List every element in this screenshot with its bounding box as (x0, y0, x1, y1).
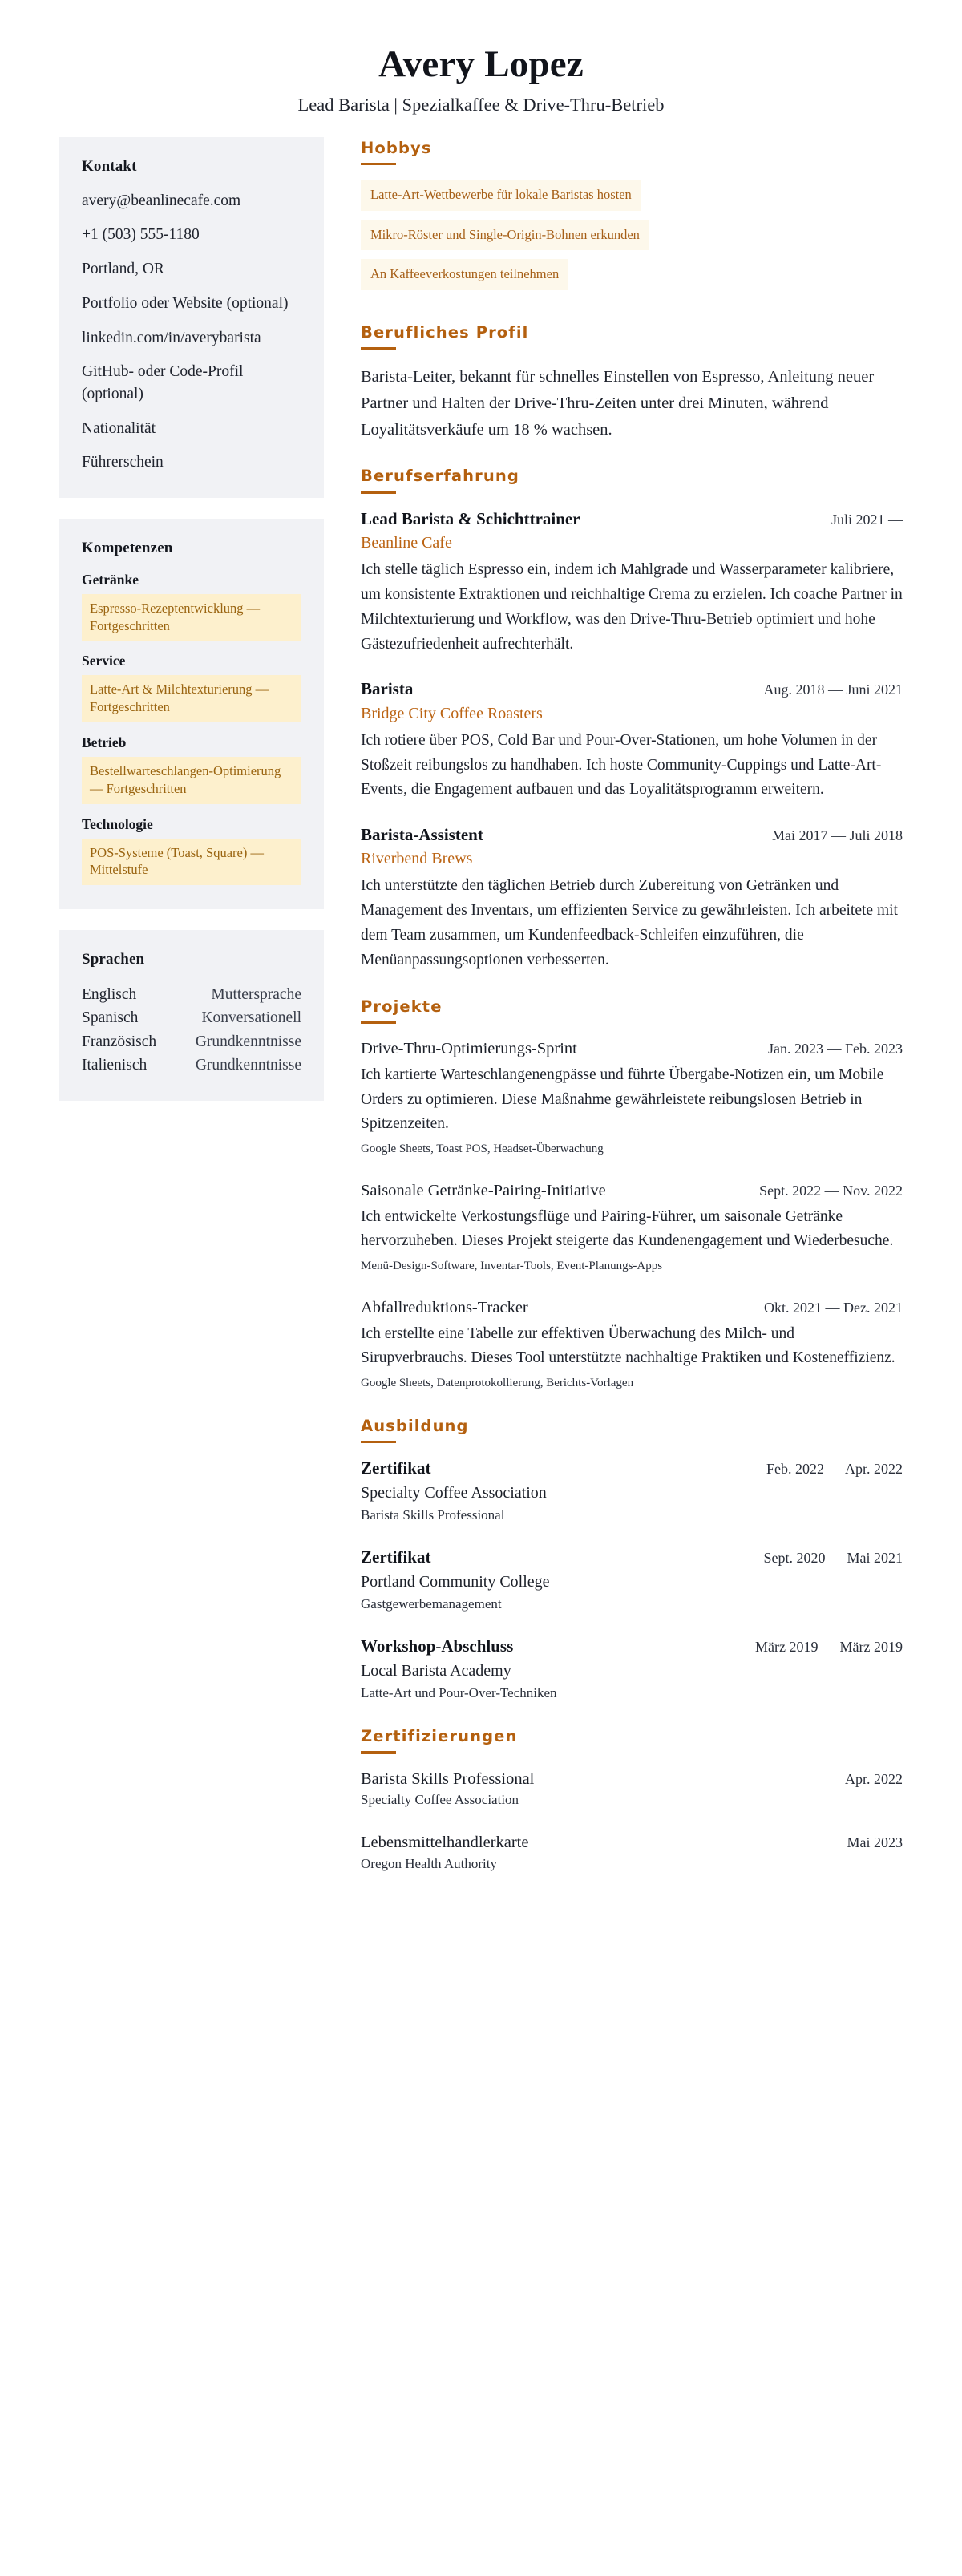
project-date-range: Jan. 2023 — Feb. 2023 (768, 1041, 903, 1057)
education-entry (361, 1547, 903, 1614)
skill-group-label: Betrieb (82, 734, 127, 750)
hobby-pill: Mikro-Röster und Single-Origin-Bohnen erkunden (361, 220, 649, 250)
skill-pill: Latte-Art & Milchtexturierung — Fortgeschritten (82, 675, 301, 722)
experience-job-title: Barista (361, 679, 414, 699)
project-entry (361, 1038, 903, 1159)
resume-body (59, 137, 903, 1898)
language-level: Grundkenntnisse (195, 1033, 301, 1050)
certification-entry (361, 1832, 903, 1874)
education-school: Portland Community College (361, 1572, 550, 1591)
hobby-pill: An Kaffeeverkostungen teilnehmen (361, 259, 568, 289)
experience-entry (361, 508, 903, 657)
language-row (82, 983, 301, 1006)
experience-job-title: Barista-Assistent (361, 825, 483, 845)
experience-entry (361, 678, 903, 803)
experience-company: Beanline Cafe (361, 534, 452, 552)
resume-header (59, 32, 903, 137)
contact-item-nationality: Nationalität (82, 419, 156, 437)
education-school: Specialty Coffee Association (361, 1483, 547, 1502)
hobby-pill: Latte-Art-Wettbewerbe für lokale Baristas hosten (361, 180, 641, 210)
language-level: Konversationell (201, 1009, 301, 1027)
project-description: Ich kartierte Warteschlangenengpässe und führte Übergabe-Notizen ein, um Mobile Orders zu optimieren. Diese Maßnahme gewährleistete reibungslosen Betrieb in Spitzenzeiten. (361, 1066, 884, 1133)
project-description: Ich erstellte eine Tabelle zur effektiven Überwachung des Milch- und Sirupverbrauchs. Dieses Tool unterstützte nachhaltige Praktiken und Kosteneffizienz. (361, 1324, 895, 1367)
project-entry (361, 1297, 903, 1393)
section-projects (361, 997, 903, 1393)
certification-date: Mai 2023 (847, 1834, 903, 1850)
contact-list (82, 190, 301, 474)
languages-title: Sprachen (82, 951, 145, 969)
skill-group (82, 734, 301, 804)
experience-entry-head (361, 508, 903, 530)
section-title-experience: Berufserfahrung (361, 467, 519, 486)
sidebar (59, 137, 324, 1122)
skill-group-label: Service (82, 653, 126, 669)
skill-pill: Bestellwarteschlangen-Optimierung — Fortgeschritten (82, 757, 301, 804)
contact-item-phone[interactable]: +1 (503) 555-1180 (82, 226, 200, 244)
experience-date-range: Mai 2017 — Juli 2018 (771, 827, 903, 844)
section-rule (361, 1751, 396, 1754)
section-title-projects: Projekte (361, 997, 443, 1016)
language-name: Italienisch (82, 1056, 148, 1074)
skill-group-label: Technologie (82, 815, 153, 832)
certification-entry-head (361, 1769, 903, 1790)
project-entry-head (361, 1297, 903, 1319)
section-rule (361, 1441, 396, 1444)
project-name: Drive-Thru-Optimierungs-Sprint (361, 1040, 577, 1058)
education-degree: Zertifikat (361, 1458, 431, 1478)
education-entry-head (361, 1636, 903, 1657)
experience-date-range: Juli 2021 — (831, 511, 903, 528)
language-level: Muttersprache (211, 986, 301, 1004)
section-profile (361, 323, 903, 443)
skills-card (59, 519, 324, 909)
section-title-hobbies: Hobbys (361, 138, 432, 157)
section-rule (361, 347, 396, 350)
hobby-list (361, 180, 903, 298)
project-date-range: Sept. 2022 — Nov. 2022 (759, 1182, 903, 1199)
main-column (361, 137, 903, 1898)
certification-name: Lebensmittelhandlerkarte (361, 1833, 529, 1851)
section-title-profile: Berufliches Profil (361, 322, 529, 342)
certification-issuer: Oregon Health Authority (361, 1855, 497, 1871)
experience-description: Ich stelle täglich Espresso ein, indem ich Mahlgrade und Wasserparameter kalibriere, um konsistente Extraktionen und reichhaltige Crema zu erzielen. Ich coache Partner in Milchtexturierung und Workflow, was den Drive-Thru-Betrieb optimiert und hohe Gästezufriedenheit aufrechterhält. (361, 561, 903, 653)
skill-group (82, 653, 301, 722)
experience-date-range: Aug. 2018 — Juni 2021 (763, 681, 903, 698)
candidate-name: Avery Lopez (378, 43, 584, 85)
project-entry-head (361, 1038, 903, 1060)
project-tech-list: Menü-Design-Software, Inventar-Tools, Event-Planungs-Apps (361, 1260, 663, 1273)
contact-card (59, 137, 324, 498)
skill-pill: POS-Systeme (Toast, Square) — Mittelstufe (82, 839, 301, 886)
education-degree: Workshop-Abschluss (361, 1636, 514, 1656)
contact-item-drivers-license: Führerschein (82, 454, 164, 471)
experience-job-title: Lead Barista & Schichttrainer (361, 508, 580, 528)
contact-item-github[interactable]: GitHub- oder Code-Profil (optional) (82, 363, 244, 402)
section-rule (361, 491, 396, 494)
education-date-range: Feb. 2022 — Apr. 2022 (766, 1461, 903, 1478)
language-row (82, 1053, 301, 1077)
project-tech-list: Google Sheets, Toast POS, Headset-Überwachung (361, 1142, 604, 1156)
section-hobbies (361, 139, 903, 299)
section-title-certifications: Zertifizierungen (361, 1727, 518, 1746)
education-entry-head (361, 1458, 903, 1479)
language-level: Grundkenntnisse (195, 1056, 301, 1074)
project-tech-list: Google Sheets, Datenprotokollierung, Berichts-Vorlagen (361, 1377, 634, 1390)
section-rule (361, 163, 396, 166)
language-name: Englisch (82, 986, 137, 1004)
project-description: Ich entwickelte Verkostungsflüge und Pairing-Führer, um saisonale Getränke hervorzuheben. Dieses Projekt steigerte das Kundenengagement und Wiederbesuche. (361, 1207, 894, 1250)
language-name: Spanisch (82, 1009, 139, 1027)
education-entry (361, 1458, 903, 1525)
education-date-range: Sept. 2020 — Mai 2021 (763, 1550, 903, 1567)
experience-description: Ich unterstützte den täglichen Betrieb durch Zubereitung von Getränken und Management des Inventars, um effizienten Service zu gewährleisten. Ich arbeitete mit dem Team zusammen, um Kundenfeedback-Schleifen einzuführen, die Menüanpassungsoptionen verbesserten. (361, 877, 898, 969)
section-education (361, 1417, 903, 1703)
section-experience (361, 467, 903, 973)
experience-entry-head (361, 678, 903, 700)
contact-title: Kontakt (82, 157, 137, 175)
skill-group-label: Getränke (82, 571, 139, 588)
project-name: Abfallreduktions-Tracker (361, 1298, 528, 1316)
certification-issuer: Specialty Coffee Association (361, 1792, 519, 1808)
project-date-range: Okt. 2021 — Dez. 2021 (764, 1299, 903, 1316)
section-rule (361, 1021, 396, 1025)
contact-item-linkedin[interactable]: linkedin.com/in/averybarista (82, 329, 261, 346)
skills-title: Kompetenzen (82, 539, 173, 556)
language-row (82, 1030, 301, 1053)
education-entry (361, 1636, 903, 1703)
experience-company: Bridge City Coffee Roasters (361, 704, 543, 722)
education-entry-head (361, 1547, 903, 1568)
education-date-range: März 2019 — März 2019 (755, 1639, 903, 1656)
certification-entry (361, 1769, 903, 1810)
contact-item-location: Portland, OR (82, 261, 164, 278)
education-field: Gastgewerbemanagement (361, 1595, 502, 1612)
contact-item-email[interactable]: avery@beanlinecafe.com (82, 192, 241, 209)
contact-item-portfolio[interactable]: Portfolio oder Website (optional) (82, 294, 289, 312)
experience-company: Riverbend Brews (361, 850, 473, 868)
education-field: Latte-Art und Pour-Over-Techniken (361, 1684, 557, 1700)
skill-group (82, 816, 301, 886)
experience-description: Ich rotiere über POS, Cold Bar und Pour-Over-Stationen, um hohe Volumen in der Stoßzeit reibungslos zu handhaben. Ich hoste Community-Cuppings und Latte-Art-Events, die Engagement aufbauen und das Loyalitätsprogramm erweitern. (361, 731, 882, 799)
education-field: Barista Skills Professional (361, 1506, 505, 1523)
section-title-education: Ausbildung (361, 1416, 469, 1435)
project-entry-head (361, 1180, 903, 1202)
profile-summary-text: Barista-Leiter, bekannt für schnelles Einstellen von Espresso, Anleitung neuer Partner und Halten der Drive-Thru-Zeiten unter drei Minuten, während Loyalitätsverkäufe um 18 % wachsen. (361, 368, 875, 439)
certification-entry-head (361, 1832, 903, 1854)
section-certifications (361, 1727, 903, 1874)
languages-card (59, 930, 324, 1101)
certification-name: Barista Skills Professional (361, 1769, 535, 1788)
experience-entry (361, 824, 903, 973)
language-row (82, 1006, 301, 1029)
skill-group (82, 572, 301, 641)
project-entry (361, 1180, 903, 1276)
education-degree: Zertifikat (361, 1547, 431, 1567)
experience-entry-head (361, 824, 903, 846)
candidate-headline: Lead Barista | Spezialkaffee & Drive-Thru-Betrieb (297, 94, 665, 115)
skill-pill: Espresso-Rezeptentwicklung — Fortgeschritten (82, 594, 301, 641)
language-name: Französisch (82, 1033, 157, 1050)
project-name: Saisonale Getränke-Pairing-Initiative (361, 1181, 606, 1199)
certification-date: Apr. 2022 (845, 1770, 903, 1787)
education-school: Local Barista Academy (361, 1661, 511, 1680)
